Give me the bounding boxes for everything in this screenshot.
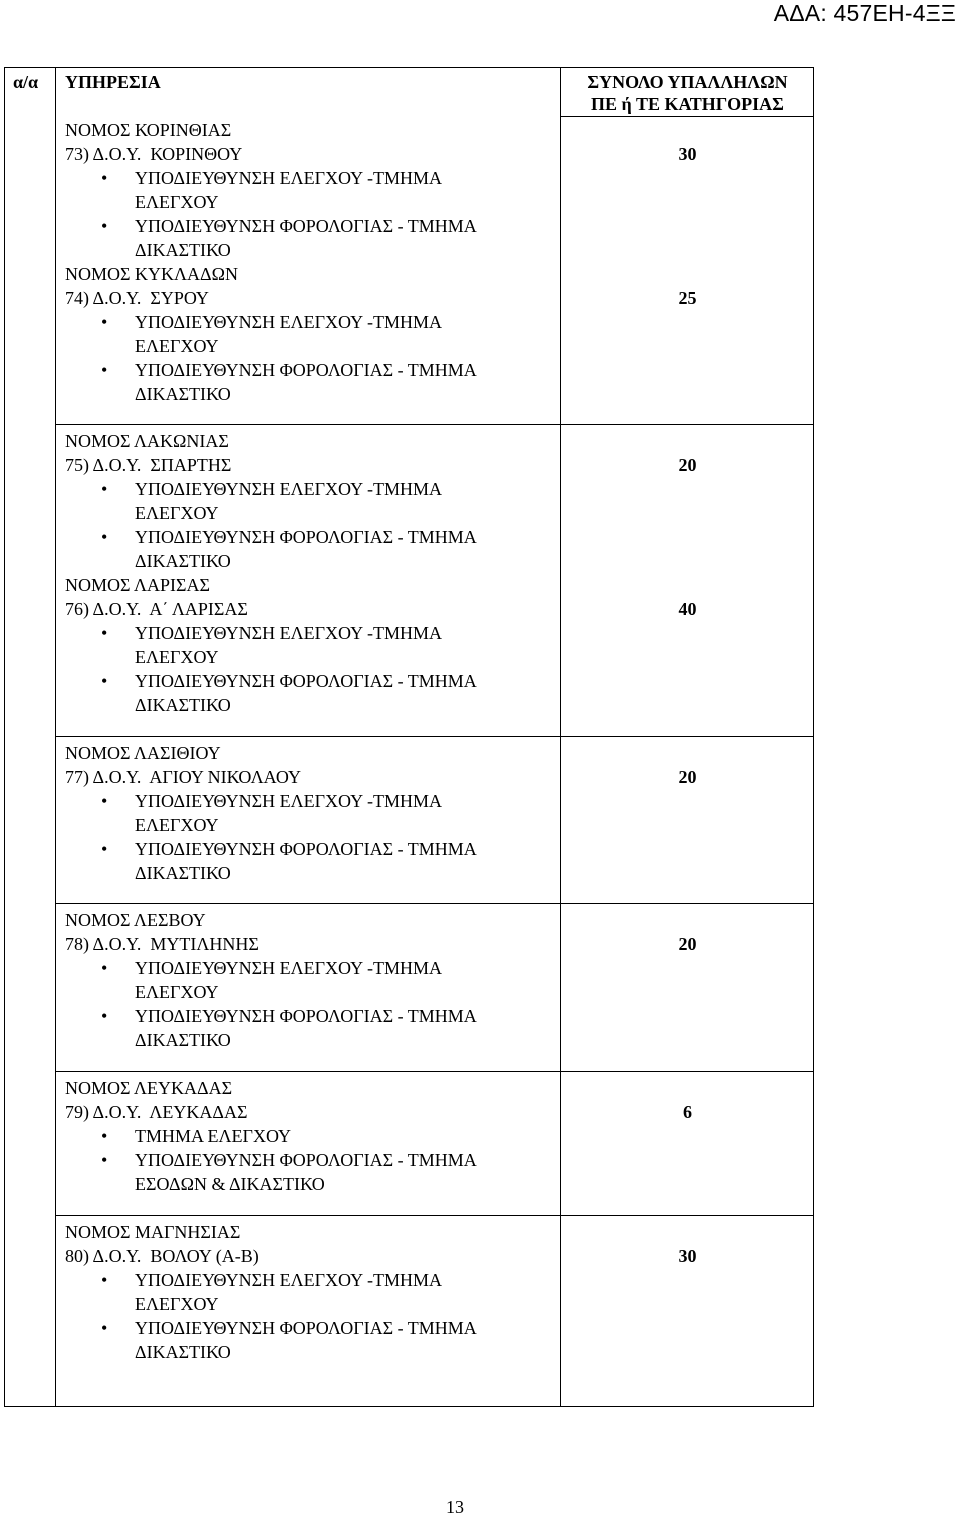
- row-divider: [55, 903, 813, 904]
- department-list: [65, 477, 545, 573]
- department-item: [65, 956, 545, 1004]
- header-total-line1: ΣΥΝΟΛΟ ΥΠΑΛΛΗΛΩΝ: [587, 72, 788, 92]
- bullet-icon: •: [101, 216, 108, 236]
- bullet-icon: •: [101, 527, 108, 547]
- department-item: [65, 1268, 545, 1316]
- department-list: [65, 1124, 545, 1196]
- bullet-icon: •: [101, 839, 108, 859]
- prefecture-name: ΝΟΜΟΣ ΛΑΡΙΣΑΣ: [65, 575, 210, 595]
- services-table: [4, 67, 814, 1407]
- service-entry: [65, 741, 545, 885]
- row-divider: [55, 1215, 813, 1216]
- department-line: ΕΛΕΓΧΟΥ: [135, 815, 219, 835]
- department-line: ΔΙΚΑΣΤΙΚΟ: [135, 1342, 231, 1362]
- tax-office-name: 80) Δ.Ο.Υ. ΒΟΛΟΥ (Α-Β): [65, 1246, 259, 1266]
- department-item: [65, 525, 545, 573]
- tax-office-name: 78) Δ.Ο.Υ. ΜΥΤΙΛΗΝΗΣ: [65, 934, 259, 954]
- department-line: ΕΛΕΓΧΟΥ: [135, 503, 219, 523]
- department-line: ΔΙΚΑΣΤΙΚΟ: [135, 551, 231, 571]
- department-line: ΥΠΟΔΙΕΥΘΥΝΣΗ ΦΟΡΟΛΟΓΙΑΣ - ΤΜΗΜΑ: [135, 671, 477, 691]
- ada-code: ΑΔΑ: 457ΕΗ-4ΞΞ: [773, 0, 956, 26]
- prefecture-name: ΝΟΜΟΣ ΛΑΚΩΝΙΑΣ: [65, 431, 229, 451]
- prefecture-name: ΝΟΜΟΣ ΚΥΚΛΑΔΩΝ: [65, 264, 238, 284]
- bullet-icon: •: [101, 479, 108, 499]
- tax-office-name: 77) Δ.Ο.Υ. ΑΓΙΟΥ ΝΙΚΟΛΑΟΥ: [65, 767, 301, 787]
- header-service: ΥΠΗΡΕΣΙΑ: [65, 72, 161, 92]
- employee-count: 30: [678, 1246, 697, 1266]
- department-item: [65, 1148, 545, 1196]
- bullet-icon: •: [101, 360, 108, 380]
- department-list: [65, 1268, 545, 1364]
- department-line: ΔΙΚΑΣΤΙΚΟ: [135, 695, 231, 715]
- department-line: ΕΣΟΔΩΝ & ΔΙΚΑΣΤΙΚΟ: [135, 1174, 325, 1194]
- row-divider: [55, 736, 813, 737]
- bullet-icon: •: [101, 312, 108, 332]
- department-line: ΥΠΟΔΙΕΥΘΥΝΣΗ ΕΛΕΓΧΟΥ -ΤΜΗΜΑ: [135, 479, 442, 499]
- column-divider: [560, 68, 561, 1406]
- tax-office-name: 79) Δ.Ο.Υ. ΛΕΥΚΑΔΑΣ: [65, 1102, 248, 1122]
- department-line: ΔΙΚΑΣΤΙΚΟ: [135, 240, 231, 260]
- service-entry: [65, 429, 545, 573]
- department-line: ΔΙΚΑΣΤΙΚΟ: [135, 863, 231, 883]
- tax-office-name: 74) Δ.Ο.Υ. ΣΥΡΟΥ: [65, 288, 209, 308]
- department-line: ΕΛΕΓΧΟΥ: [135, 1294, 219, 1314]
- department-item: [65, 214, 545, 262]
- department-item: [65, 1004, 545, 1052]
- header-divider: [560, 116, 813, 117]
- employee-count: 20: [678, 934, 697, 954]
- header-aa: α/α: [13, 72, 39, 92]
- department-line: ΥΠΟΔΙΕΥΘΥΝΣΗ ΕΛΕΓΧΟΥ -ΤΜΗΜΑ: [135, 168, 442, 188]
- page-number: 13: [446, 1497, 464, 1517]
- department-list: [65, 310, 545, 406]
- header-total: [560, 71, 815, 115]
- employee-count: 25: [678, 288, 697, 308]
- department-line: ΥΠΟΔΙΕΥΘΥΝΣΗ ΕΛΕΓΧΟΥ -ΤΜΗΜΑ: [135, 958, 442, 978]
- prefecture-name: ΝΟΜΟΣ ΛΕΣΒΟΥ: [65, 910, 206, 930]
- department-line: ΥΠΟΔΙΕΥΘΥΝΣΗ ΦΟΡΟΛΟΓΙΑΣ - ΤΜΗΜΑ: [135, 360, 477, 380]
- service-entry: [65, 118, 545, 262]
- department-item: [65, 789, 545, 837]
- department-line: ΥΠΟΔΙΕΥΘΥΝΣΗ ΕΛΕΓΧΟΥ -ΤΜΗΜΑ: [135, 1270, 442, 1290]
- bullet-icon: •: [101, 1150, 108, 1170]
- department-list: [65, 956, 545, 1052]
- bullet-icon: •: [101, 791, 108, 811]
- service-entry: [65, 262, 545, 406]
- employee-count: 40: [678, 599, 697, 619]
- department-list: [65, 789, 545, 885]
- bullet-icon: •: [101, 1006, 108, 1026]
- bullet-icon: •: [101, 671, 108, 691]
- service-entry: [65, 573, 545, 717]
- department-line: ΥΠΟΔΙΕΥΘΥΝΣΗ ΕΛΕΓΧΟΥ -ΤΜΗΜΑ: [135, 791, 442, 811]
- header-total-line2: ΠΕ ή ΤΕ ΚΑΤΗΓΟΡΙΑΣ: [591, 94, 784, 114]
- department-line: ΕΛΕΓΧΟΥ: [135, 647, 219, 667]
- department-line: ΤΜΗΜΑ ΕΛΕΓΧΟΥ: [135, 1126, 292, 1146]
- department-line: ΥΠΟΔΙΕΥΘΥΝΣΗ ΦΟΡΟΛΟΓΙΑΣ - ΤΜΗΜΑ: [135, 527, 477, 547]
- bullet-icon: •: [101, 1270, 108, 1290]
- department-line: ΕΛΕΓΧΟΥ: [135, 192, 219, 212]
- row-divider: [55, 424, 813, 425]
- department-item: [65, 669, 545, 717]
- row-divider: [55, 1071, 813, 1072]
- tax-office-name: 75) Δ.Ο.Υ. ΣΠΑΡΤΗΣ: [65, 455, 232, 475]
- tax-office-name: 76) Δ.Ο.Υ. Α΄ ΛΑΡΙΣΑΣ: [65, 599, 248, 619]
- department-item: [65, 310, 545, 358]
- bullet-icon: •: [101, 168, 108, 188]
- department-line: ΥΠΟΔΙΕΥΘΥΝΣΗ ΦΟΡΟΛΟΓΙΑΣ - ΤΜΗΜΑ: [135, 1150, 477, 1170]
- department-line: ΥΠΟΔΙΕΥΘΥΝΣΗ ΦΟΡΟΛΟΓΙΑΣ - ΤΜΗΜΑ: [135, 839, 477, 859]
- department-item: [65, 621, 545, 669]
- employee-count: 20: [678, 767, 697, 787]
- department-line: ΕΛΕΓΧΟΥ: [135, 982, 219, 1002]
- bullet-icon: •: [101, 623, 108, 643]
- department-line: ΥΠΟΔΙΕΥΘΥΝΣΗ ΦΟΡΟΛΟΓΙΑΣ - ΤΜΗΜΑ: [135, 1006, 477, 1026]
- department-list: [65, 166, 545, 262]
- tax-office-name: 73) Δ.Ο.Υ. ΚΟΡΙΝΘΟΥ: [65, 144, 243, 164]
- department-item: [65, 166, 545, 214]
- prefecture-name: ΝΟΜΟΣ ΚΟΡΙΝΘΙΑΣ: [65, 120, 232, 140]
- prefecture-name: ΝΟΜΟΣ ΛΕΥΚΑΔΑΣ: [65, 1078, 233, 1098]
- department-line: ΥΠΟΔΙΕΥΘΥΝΣΗ ΦΟΡΟΛΟΓΙΑΣ - ΤΜΗΜΑ: [135, 1318, 477, 1338]
- bullet-icon: •: [101, 958, 108, 978]
- department-line: ΕΛΕΓΧΟΥ: [135, 336, 219, 356]
- employee-count: 6: [683, 1102, 692, 1122]
- department-item: [65, 1316, 545, 1364]
- service-entry: [65, 1076, 545, 1196]
- department-item: [65, 1124, 545, 1148]
- employee-count: 20: [678, 455, 697, 475]
- department-line: ΥΠΟΔΙΕΥΘΥΝΣΗ ΕΛΕΓΧΟΥ -ΤΜΗΜΑ: [135, 623, 442, 643]
- service-entry: [65, 1220, 545, 1364]
- employee-count: 30: [678, 144, 697, 164]
- column-divider: [55, 68, 56, 1406]
- department-item: [65, 358, 545, 406]
- department-item: [65, 477, 545, 525]
- bullet-icon: •: [101, 1126, 108, 1146]
- department-list: [65, 621, 545, 717]
- prefecture-name: ΝΟΜΟΣ ΜΑΓΝΗΣΙΑΣ: [65, 1222, 241, 1242]
- department-item: [65, 837, 545, 885]
- prefecture-name: ΝΟΜΟΣ ΛΑΣΙΘΙΟΥ: [65, 743, 221, 763]
- department-line: ΥΠΟΔΙΕΥΘΥΝΣΗ ΦΟΡΟΛΟΓΙΑΣ - ΤΜΗΜΑ: [135, 216, 477, 236]
- department-line: ΔΙΚΑΣΤΙΚΟ: [135, 1030, 231, 1050]
- bullet-icon: •: [101, 1318, 108, 1338]
- department-line: ΥΠΟΔΙΕΥΘΥΝΣΗ ΕΛΕΓΧΟΥ -ΤΜΗΜΑ: [135, 312, 442, 332]
- department-line: ΔΙΚΑΣΤΙΚΟ: [135, 384, 231, 404]
- service-entry: [65, 908, 545, 1052]
